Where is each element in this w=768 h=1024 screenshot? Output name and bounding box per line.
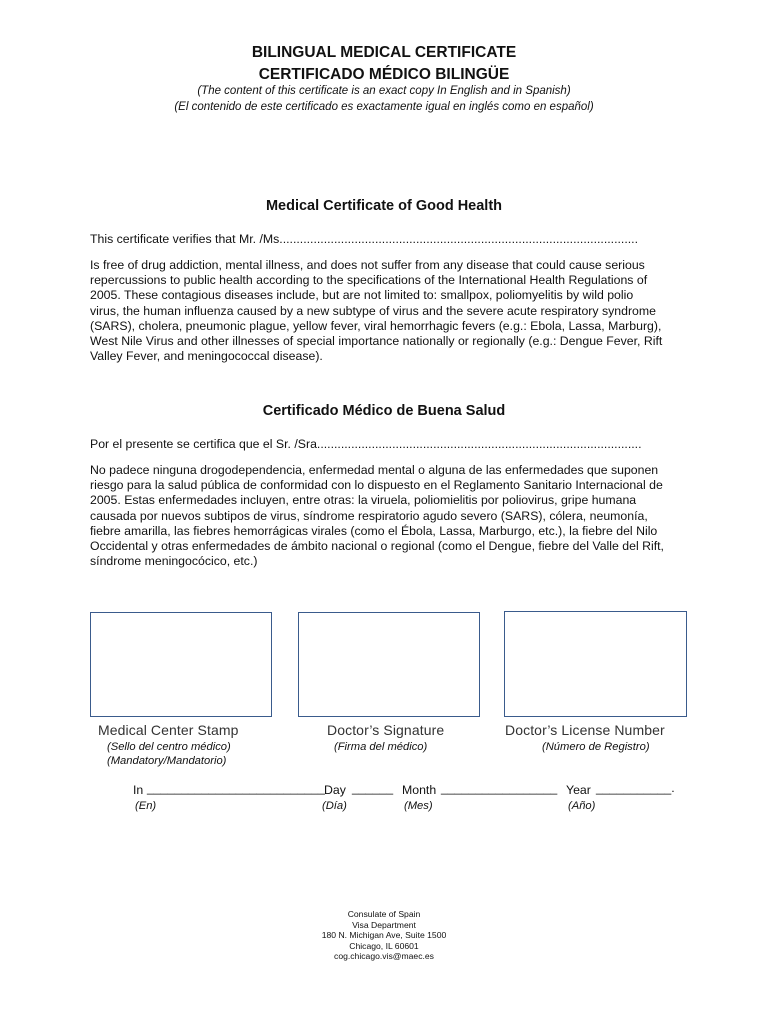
- footer-email: cog.chicago.vis@maec.es: [334, 951, 434, 961]
- day-label: Day: [324, 783, 346, 797]
- spanish-paragraph-line: fiebre amarilla, las fiebres hemorrágicas virales (como el Ébola, Lassa, Marburgo, etc.), la fiebre del Nilo: [90, 523, 658, 538]
- license-sub-spanish: (Número de Registro): [542, 741, 650, 753]
- day-label-spanish: (Día): [322, 800, 347, 812]
- spanish-paragraph-line: 2005. Estas enfermedades incluyen, entre otras: la viruela, poliomielitis por poliovirus, gripe humana: [90, 493, 637, 508]
- medical-center-stamp-box: [90, 612, 272, 717]
- spanish-paragraph-line: causada por nuevos subtipos de virus, síndrome respiratorio agudo severo (SARS), cólera, neumonía,: [90, 508, 648, 523]
- doctor-signature-box: [298, 612, 480, 717]
- year-label: Year: [566, 783, 591, 797]
- english-paragraph-line: West Nile Virus and other illnesses of special importance nationally or regionally (e.g.: Dengue Fever, Rift: [90, 334, 663, 349]
- document-title-spanish: CERTIFICADO MÉDICO BILINGÜE: [258, 66, 510, 83]
- note-english: (The content of this certificate is an exact copy In English and in Spanish): [197, 85, 571, 97]
- english-paragraph: [90, 258, 682, 364]
- place-label: In: [133, 783, 144, 797]
- month-label-spanish: (Mes): [404, 800, 433, 812]
- spanish-paragraph-line: síndrome meningocócico, etc.): [90, 554, 258, 569]
- spanish-verify-line: Por el presente se certifica que el Sr. /Sra...............................................................................................: [90, 437, 642, 451]
- note-spanish: (El contenido de este certificado es exactamente igual en inglés como en español): [174, 101, 594, 113]
- footer-line: Chicago, IL 60601: [349, 940, 419, 951]
- spanish-paragraph-line: riesgo para la salud pública de conformidad con lo dispuesto en el Reglamento Sanitario Internacional de: [90, 478, 663, 493]
- signature-caption: Doctor’s Signature: [327, 722, 445, 738]
- english-paragraph-line: Valley Fever, and meningococcal disease).: [90, 349, 323, 364]
- consulate-address: [0, 909, 768, 962]
- year-blank: ___________.: [596, 781, 675, 795]
- english-paragraph-line: (SARS), cholera, pneumonic plague, yellow fever, viral hemorrhagic fevers (e.g.: Ebola, Lassa, Marburg),: [90, 318, 662, 333]
- english-paragraph-line: virus, the human influenza caused by a new subtype of virus and the severe acute respiratory syndrome: [90, 303, 656, 318]
- spanish-paragraph-line: Occidental y otras enfermedades de ámbito nacional o regional (como el Dengue, fiebre del Valle del Rift,: [90, 539, 664, 554]
- place-label-spanish: (En): [135, 800, 157, 812]
- footer-line: Visa Department: [352, 919, 416, 930]
- stamp-mandatory-note: (Mandatory/Mandatorio): [107, 755, 227, 767]
- english-paragraph-line: Is free of drug addiction, mental illness, and does not suffer from any disease that could cause serious: [90, 258, 645, 272]
- month-blank: _________________: [441, 781, 558, 795]
- english-verify-line: This certificate verifies that Mr. /Ms.........................................................................................................: [90, 232, 639, 246]
- footer-line: 180 N. Michigan Ave, Suite 1500: [321, 930, 447, 940]
- license-caption: Doctor’s License Number: [505, 722, 665, 738]
- year-label-spanish: (Año): [568, 800, 596, 812]
- footer-line: Consulate of Spain: [347, 909, 421, 919]
- signature-sub-spanish: (Firma del médico): [334, 741, 428, 753]
- day-blank: ______: [352, 781, 394, 795]
- month-label: Month: [402, 783, 437, 797]
- english-heading: Medical Certificate of Good Health: [265, 198, 503, 214]
- spanish-paragraph-line: No padece ninguna drogodependencia, enfermedad mental o alguna de las enfermedades que suponen: [90, 463, 659, 477]
- stamp-caption: Medical Center Stamp: [98, 722, 239, 738]
- english-paragraph-line: repercussions to public health according to the specifications of the International Health Regulations of: [90, 273, 648, 288]
- spanish-paragraph: [90, 463, 682, 569]
- stamp-sub-spanish: (Sello del centro médico): [107, 741, 231, 753]
- doctor-license-box: [504, 611, 687, 717]
- spanish-heading: Certificado Médico de Buena Salud: [262, 403, 506, 419]
- english-paragraph-line: 2005. These contagious diseases include, but are not limited to: smallpox, poliomyelitis by wild polio: [90, 288, 634, 303]
- document-title-english: BILINGUAL MEDICAL CERTIFICATE: [251, 44, 517, 61]
- place-blank: __________________________: [147, 781, 325, 795]
